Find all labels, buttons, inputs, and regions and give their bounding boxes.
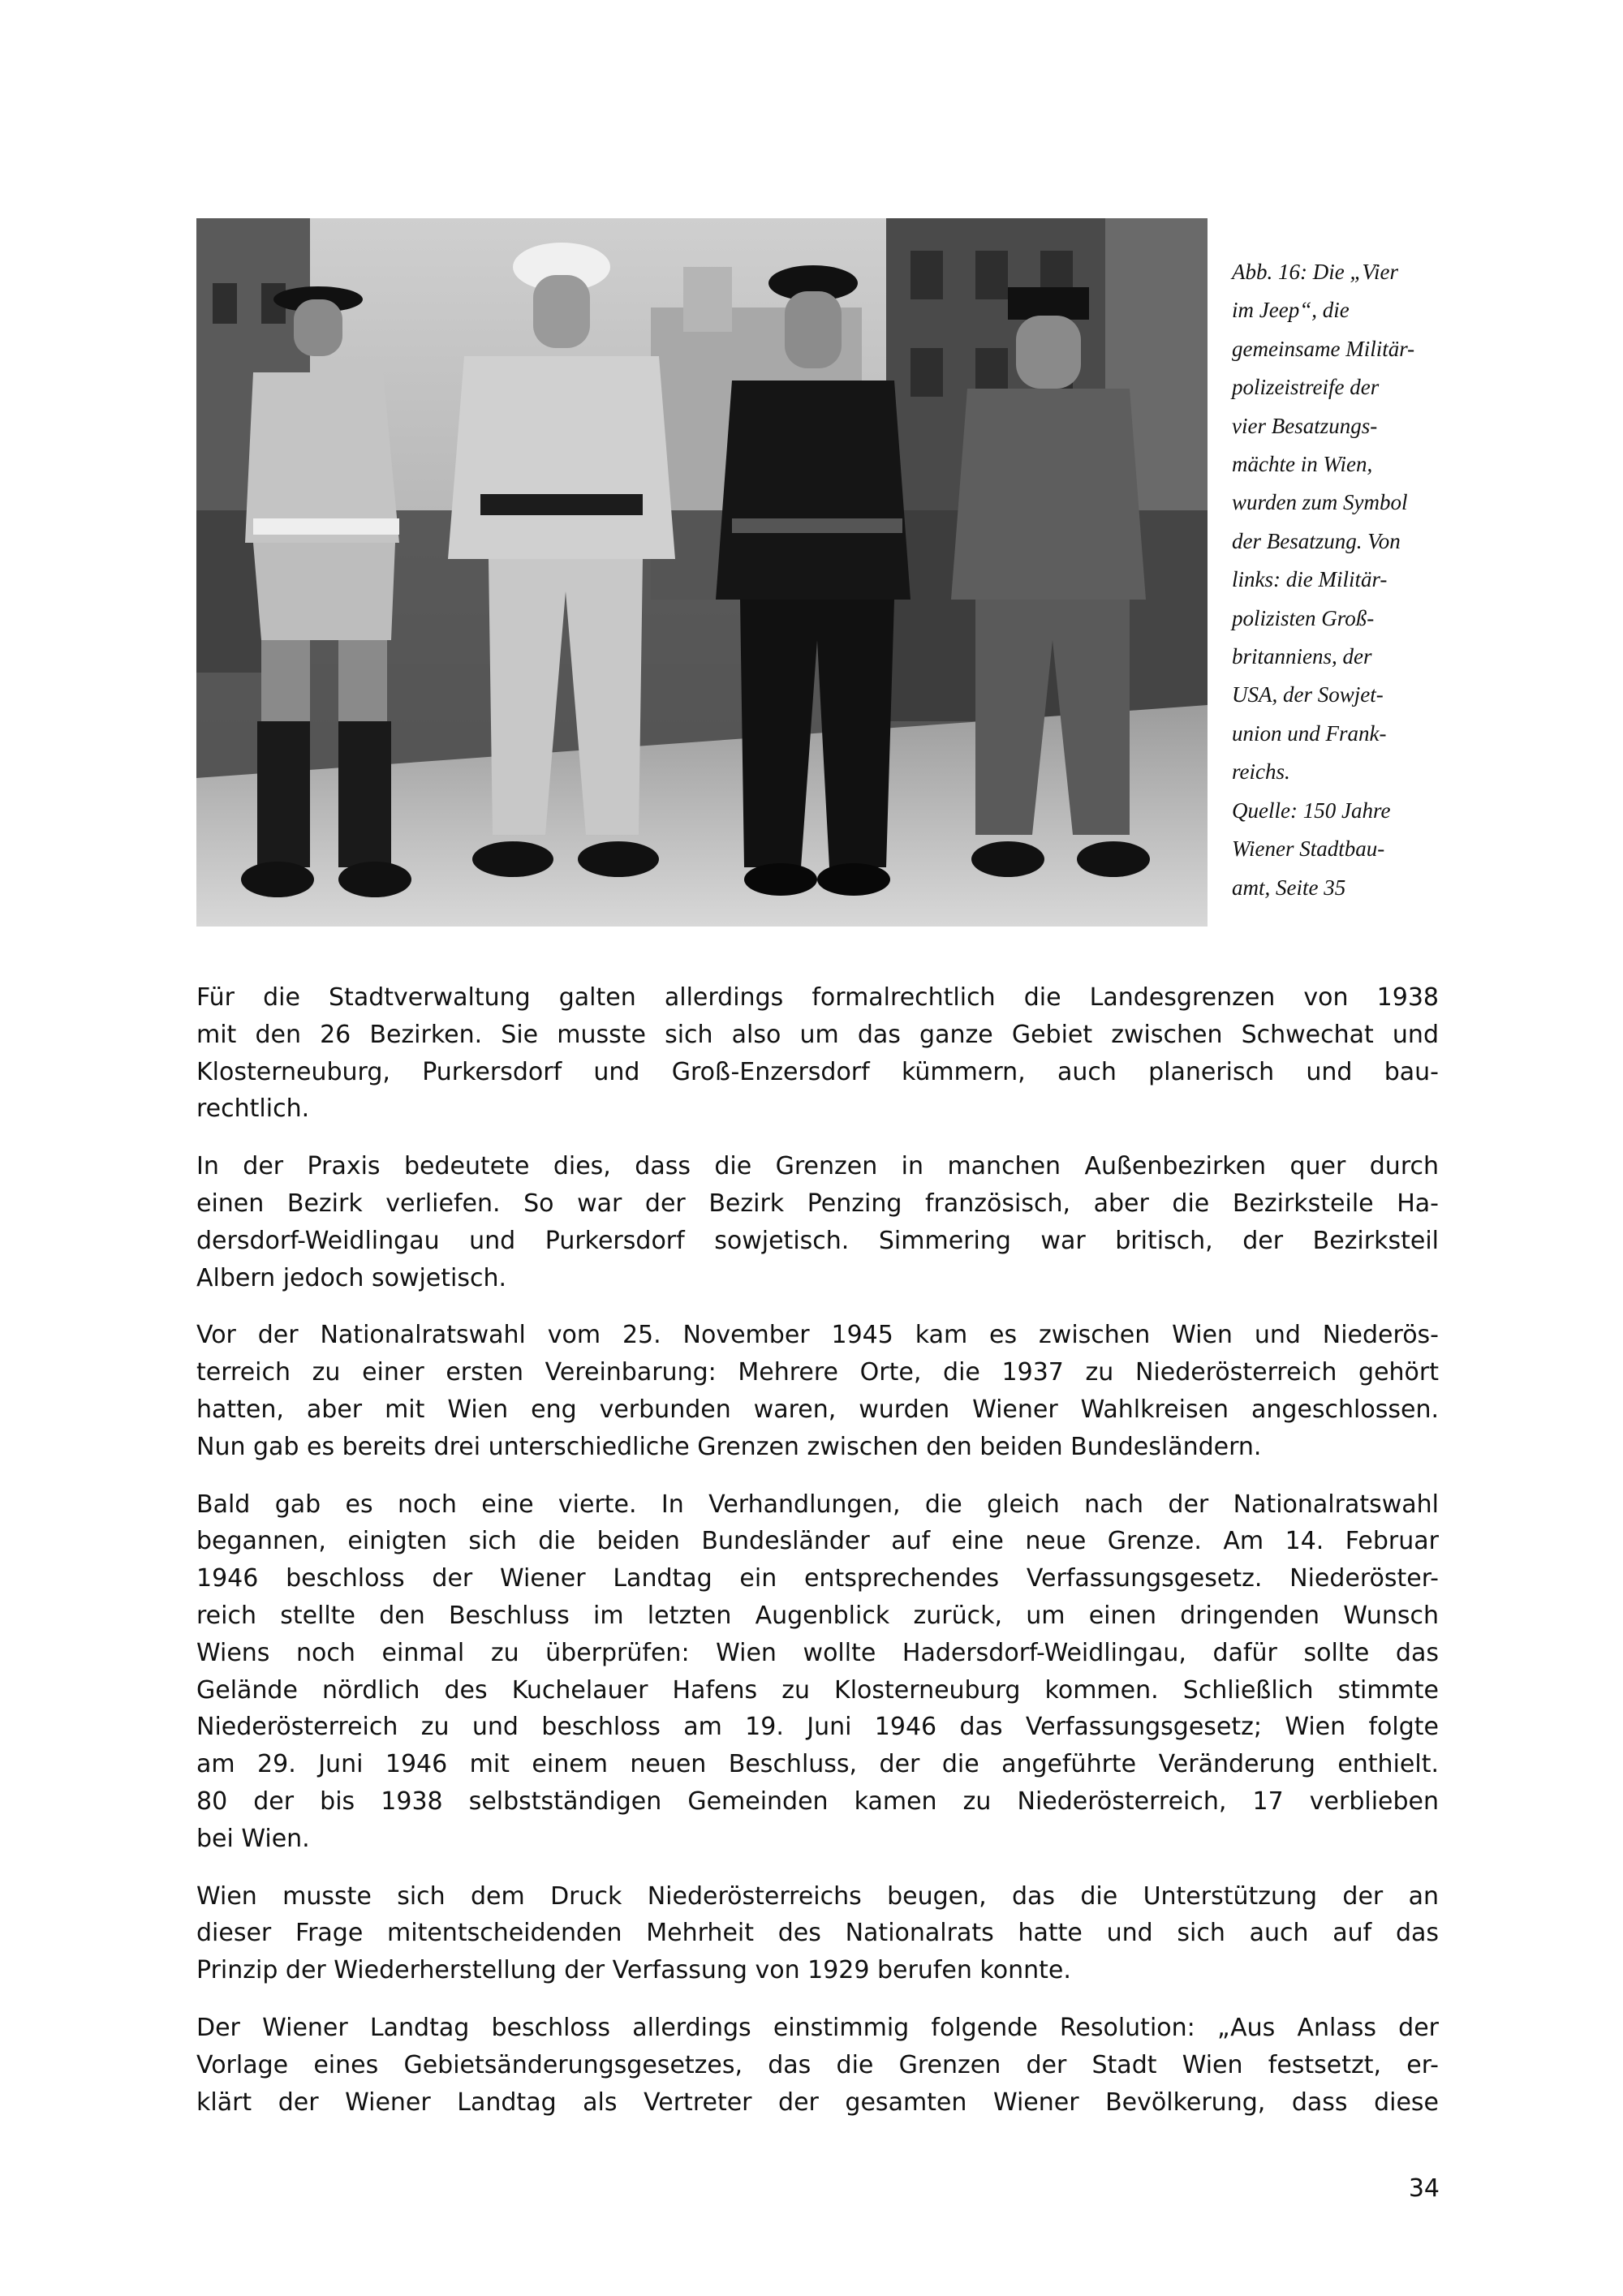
text-line: reich stellte den Beschluss im letzten Augenblick zurück, um einen dringenden Wunsch (196, 1601, 1439, 1630)
body-text (196, 979, 1439, 2141)
caption-line: Abb. 16: Die „Vier (1232, 260, 1398, 284)
caption-line: USA, der Sowjet- (1232, 682, 1384, 707)
caption-line: Wiener Stadtbau- (1232, 836, 1385, 862)
caption-line: amt, Seite 35 (1232, 875, 1346, 900)
photo-image (196, 218, 1208, 927)
text-line: Wien musste sich dem Druck Niederösterreichs beugen, das die Unterstützung der an (196, 1881, 1439, 1911)
caption-line: union und Frank- (1232, 720, 1387, 746)
text-line: einen Bezirk verliefen. So war der Bezirk Penzing französisch, aber die Bezirksteile Ha- (196, 1189, 1439, 1218)
caption-line: reichs. (1232, 759, 1290, 785)
paragraph (196, 1317, 1439, 1465)
text-line: Bald gab es noch eine vierte. In Verhandlungen, die gleich nach der Nationalratswahl (196, 1490, 1439, 1519)
caption-line: vier Besatzungs- (1232, 413, 1378, 438)
historical-photo-four-military-police (196, 218, 1208, 927)
caption-line: wurden zum Symbol (1232, 490, 1408, 515)
text-line: begannen, einigten sich die beiden Bundesländer auf eine neue Grenze. Am 14. Februar (196, 1527, 1439, 1556)
text-line: Gelände nördlich des Kuchelauer Hafens zu Klosterneuburg kommen. Schließlich stimmte (196, 1675, 1439, 1705)
text-line: 80 der bis 1938 selbstständigen Gemeinden kamen zu Niederösterreich, 17 verblieben (196, 1786, 1439, 1816)
caption-line: britanniens, der (1232, 644, 1372, 669)
text-line: dieser Frage mitentscheidenden Mehrheit des Nationalrats hatte und sich auch auf das (196, 1919, 1439, 1948)
text-line: mit den 26 Bezirken. Sie musste sich also um das ganze Gebiet zwischen Schwechat und (196, 1020, 1439, 1049)
text-line: Vor der Nationalratswahl vom 25. November 1945 kam es zwischen Wien und Niederös- (196, 1321, 1439, 1350)
caption-line: im Jeep“, die (1232, 298, 1350, 323)
text-line: am 29. Juni 1946 mit einem neuen Beschluss, der die angeführte Veränderung enthielt. (196, 1750, 1439, 1779)
paragraph (196, 1486, 1439, 1858)
text-line: Der Wiener Landtag beschloss allerdings einstimmig folgende Resolution: „Aus Anlass der (196, 2013, 1439, 2042)
caption-line: Quelle: 150 Jahre (1232, 798, 1391, 823)
text-line: 1946 beschloss der Wiener Landtag ein entsprechendes Verfassungsgesetz. Niederöster- (196, 1564, 1439, 1593)
paragraph (196, 979, 1439, 1128)
text-line: terreich zu einer ersten Vereinbarung: Mehrere Orte, die 1937 zu Niederösterreich gehört (196, 1358, 1439, 1387)
caption-line: polizisten Groß- (1232, 605, 1375, 630)
text-line: Prinzip der Wiederherstellung der Verfassung von 1929 berufen konnte. (196, 1956, 1071, 1985)
text-line: klärt der Wiener Landtag als Vertreter der gesamten Wiener Bevölkerung, dass diese (196, 2087, 1439, 2117)
caption-line: mächte in Wien, (1232, 452, 1373, 477)
figure-caption (1232, 253, 1443, 907)
paragraph (196, 1878, 1439, 1989)
text-line: Nun gab es bereits drei unterschiedliche Grenzen zwischen den beiden Bundesländern. (196, 1432, 1262, 1461)
text-line: dersdorf-Weidlingau und Purkersdorf sowjetisch. Simmering war britisch, der Bezirksteil (196, 1226, 1439, 1255)
text-line: Wiens noch einmal zu überprüfen: Wien wollte Hadersdorf-Weidlingau, dafür sollte das (196, 1638, 1439, 1667)
text-line: Niederösterreich zu und beschloss am 19. Juni 1946 das Verfassungsgesetz; Wien folgte (196, 1713, 1439, 1742)
text-line: bei Wien. (196, 1824, 310, 1853)
text-line: hatten, aber mit Wien eng verbunden waren, wurden Wiener Wahlkreisen angeschlossen. (196, 1395, 1439, 1424)
caption-line: links: die Militär- (1232, 567, 1388, 592)
caption-line: gemeinsame Militär- (1232, 336, 1415, 361)
paragraph (196, 2010, 1439, 2121)
paragraph (196, 1148, 1439, 1296)
caption-line: der Besatzung. Von (1232, 528, 1401, 553)
text-line: rechtlich. (196, 1094, 310, 1124)
text-line: Vorlage eines Gebietsänderungsgesetzes, das die Grenzen der Stadt Wien festsetzt, er- (196, 2050, 1439, 2079)
text-line: Klosterneuburg, Purkersdorf und Groß-Enzersdorf kümmern, auch planerisch und bau- (196, 1057, 1439, 1086)
text-line: Für die Stadtverwaltung galten allerdings formalrechtlich die Landesgrenzen von 1938 (196, 983, 1439, 1012)
page-number: 34 (1408, 2174, 1440, 2203)
text-line: In der Praxis bedeutete dies, dass die Grenzen in manchen Außenbezirken quer durch (196, 1152, 1439, 1181)
text-line: Albern jedoch sowjetisch. (196, 1263, 507, 1292)
caption-line: polizeistreife der (1232, 375, 1380, 400)
